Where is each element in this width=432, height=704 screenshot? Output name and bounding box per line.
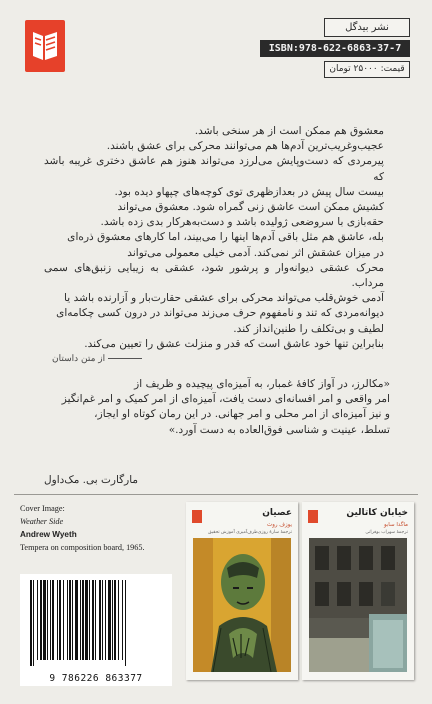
barcode-bar — [95, 580, 96, 660]
excerpt-line: محرک عشقی دیوانه‌وار و پرشور شود، عشقی به زیبایی زنبق‌های سمی مرداب. — [44, 261, 384, 290]
barcode-bar — [33, 580, 34, 666]
barcode-bar — [57, 580, 58, 660]
barcode-bar — [105, 580, 106, 660]
book-author: ماگدا سابو — [383, 522, 408, 528]
building-photo — [309, 538, 407, 672]
barcode-bar — [108, 580, 111, 660]
barcode-bar — [43, 580, 46, 660]
dash-divider — [108, 358, 142, 359]
barcode-bar — [63, 580, 64, 660]
barcode-bar — [75, 580, 78, 660]
excerpt-line: آدمی خوش‌قلب می‌تواند محرکی برای عشقی حقارت‌بار و آزارنده باشد یا — [64, 292, 384, 305]
barcode-bar — [50, 580, 51, 660]
quote-line: «مکالرز، در آواز کافهٔ غمبار، به آمیزه‌ای پیچیده و ظریف از — [134, 378, 390, 390]
barcode-bar — [40, 580, 42, 660]
barcode-bar — [80, 580, 81, 660]
barcode-bar — [67, 580, 68, 660]
excerpt-line: بله، عاشق هم مثل باقی آدم‌ها اینها را می‌بیند، اما کارهای معشوق ذره‌ای — [67, 231, 384, 244]
cover-photo — [309, 538, 407, 672]
excerpt-line: معشوق هم ممکن است از هر سنخی باشد. — [194, 125, 384, 137]
credits-title: Weather Side — [20, 517, 64, 526]
excerpt-line: کشیش ممکن است عاشق زنی گمراه شود. معشوق می‌تواند — [117, 201, 384, 214]
quote-line: امر واقعی و امر افسانه‌ای دست یافت، آمیزه‌ای از امر کمیک و امر غم‌انگیز — [61, 393, 390, 406]
quote-line: و نیز آمیزه‌ای از امر محلی و امر جهانی. در این رمان کوتاه او ایجاز، — [94, 408, 390, 421]
publisher-logo — [25, 20, 65, 72]
barcode-bar — [92, 580, 94, 660]
publisher-series-label: نشر بیدگل — [324, 18, 410, 37]
section-divider — [14, 494, 418, 495]
excerpt-line: پیرمردی که دست‌وپایش می‌لرزد می‌تواند هنوز هم عاشق دختری غریبه باشد که — [44, 155, 384, 183]
excerpt-line: عجیب‌وغریب‌ترین آدم‌ها هم می‌توانند محرکی برای عشق باشند. — [106, 140, 384, 153]
price-label: قیمت: ۲۵۰۰۰ تومان — [324, 61, 410, 78]
barcode-bar — [85, 580, 88, 660]
excerpt-source-text: از متن داستان — [52, 354, 106, 364]
barcode-bar — [125, 580, 126, 666]
book-author: یوزف روت — [267, 522, 292, 528]
portrait-painting — [193, 538, 291, 672]
barcode-bar — [59, 580, 61, 660]
barcode-bar — [72, 580, 73, 660]
excerpt-line: حقه‌بازی با سروضعی ژولیده باشد و دست‌به‌هرکار بدی زده باشد. — [100, 216, 384, 229]
barcode-number: 9 786226 863377 — [49, 673, 143, 684]
barcode-bar — [112, 580, 113, 660]
back-cover-excerpt — [44, 124, 384, 352]
excerpt-line: در میزان عشقش اثر نمی‌کند. آدمی خیلی معمولی می‌تواند — [127, 246, 384, 259]
excerpt-line: لطیف و بی‌تکلف را طنین‌انداز کند. — [233, 322, 384, 335]
barcode-bar — [69, 580, 71, 660]
barcode-bar — [122, 580, 123, 660]
barcode-bar — [47, 580, 48, 660]
barcode-bar — [30, 580, 32, 666]
book-title: خیابان کاتالین — [346, 508, 408, 518]
book-title: عصیان — [262, 508, 292, 518]
book-translator: ترجمهٔ سهراب بوفراتی — [365, 530, 408, 535]
cover-painting — [193, 538, 291, 672]
excerpt-line: بیست سال پیش در بعدازظهری توی کوچه‌های چپهاو دیده بود. — [114, 185, 384, 198]
barcode-bar — [82, 580, 84, 660]
publisher-mini-logo — [308, 510, 318, 523]
quote-line: تسلط، عینیت و شناسی فوق‌العاده به دست آورد.» — [168, 423, 390, 436]
credits-medium: Tempera on composition board, 1965. — [20, 543, 145, 552]
barcode-bar — [37, 580, 38, 660]
excerpt-source — [22, 354, 142, 364]
quote-author: مارگارت بی. مک‌داول — [44, 474, 139, 486]
book-thumbnail — [186, 502, 298, 680]
barcode-bar — [52, 580, 54, 660]
credits-label: Cover Image: — [20, 504, 65, 513]
barcode-bar — [102, 580, 103, 660]
cover-image-credits — [20, 502, 180, 554]
barcode-bar — [114, 580, 116, 660]
publisher-mini-logo — [192, 510, 202, 523]
barcode-bar — [118, 580, 119, 660]
barcode-bar — [99, 580, 101, 660]
isbn-barcode — [20, 574, 172, 686]
barcode-bar — [89, 580, 90, 660]
isbn-label: ISBN:978-622-6863-37-7 — [260, 40, 410, 57]
excerpt-line: بنابراین تنها خود عاشق است که قدر و منزلت عشق را تعیین می‌کند. — [84, 337, 384, 350]
excerpt-line: دیوانه‌مردی که تند و نامفهوم حرف می‌زند می‌تواند در درون کسی چکامه‌ای — [56, 307, 384, 320]
publisher-logo-mark — [29, 28, 61, 64]
book-thumbnail — [302, 502, 414, 680]
credits-artist: Andrew Wyeth — [20, 530, 77, 539]
barcode-bars — [26, 580, 166, 666]
review-quote — [44, 377, 390, 438]
book-translator: ترجمهٔ ساره‌ٔ روزی‌طرف‌آمیزی آموزش تحقیق — [208, 530, 292, 535]
